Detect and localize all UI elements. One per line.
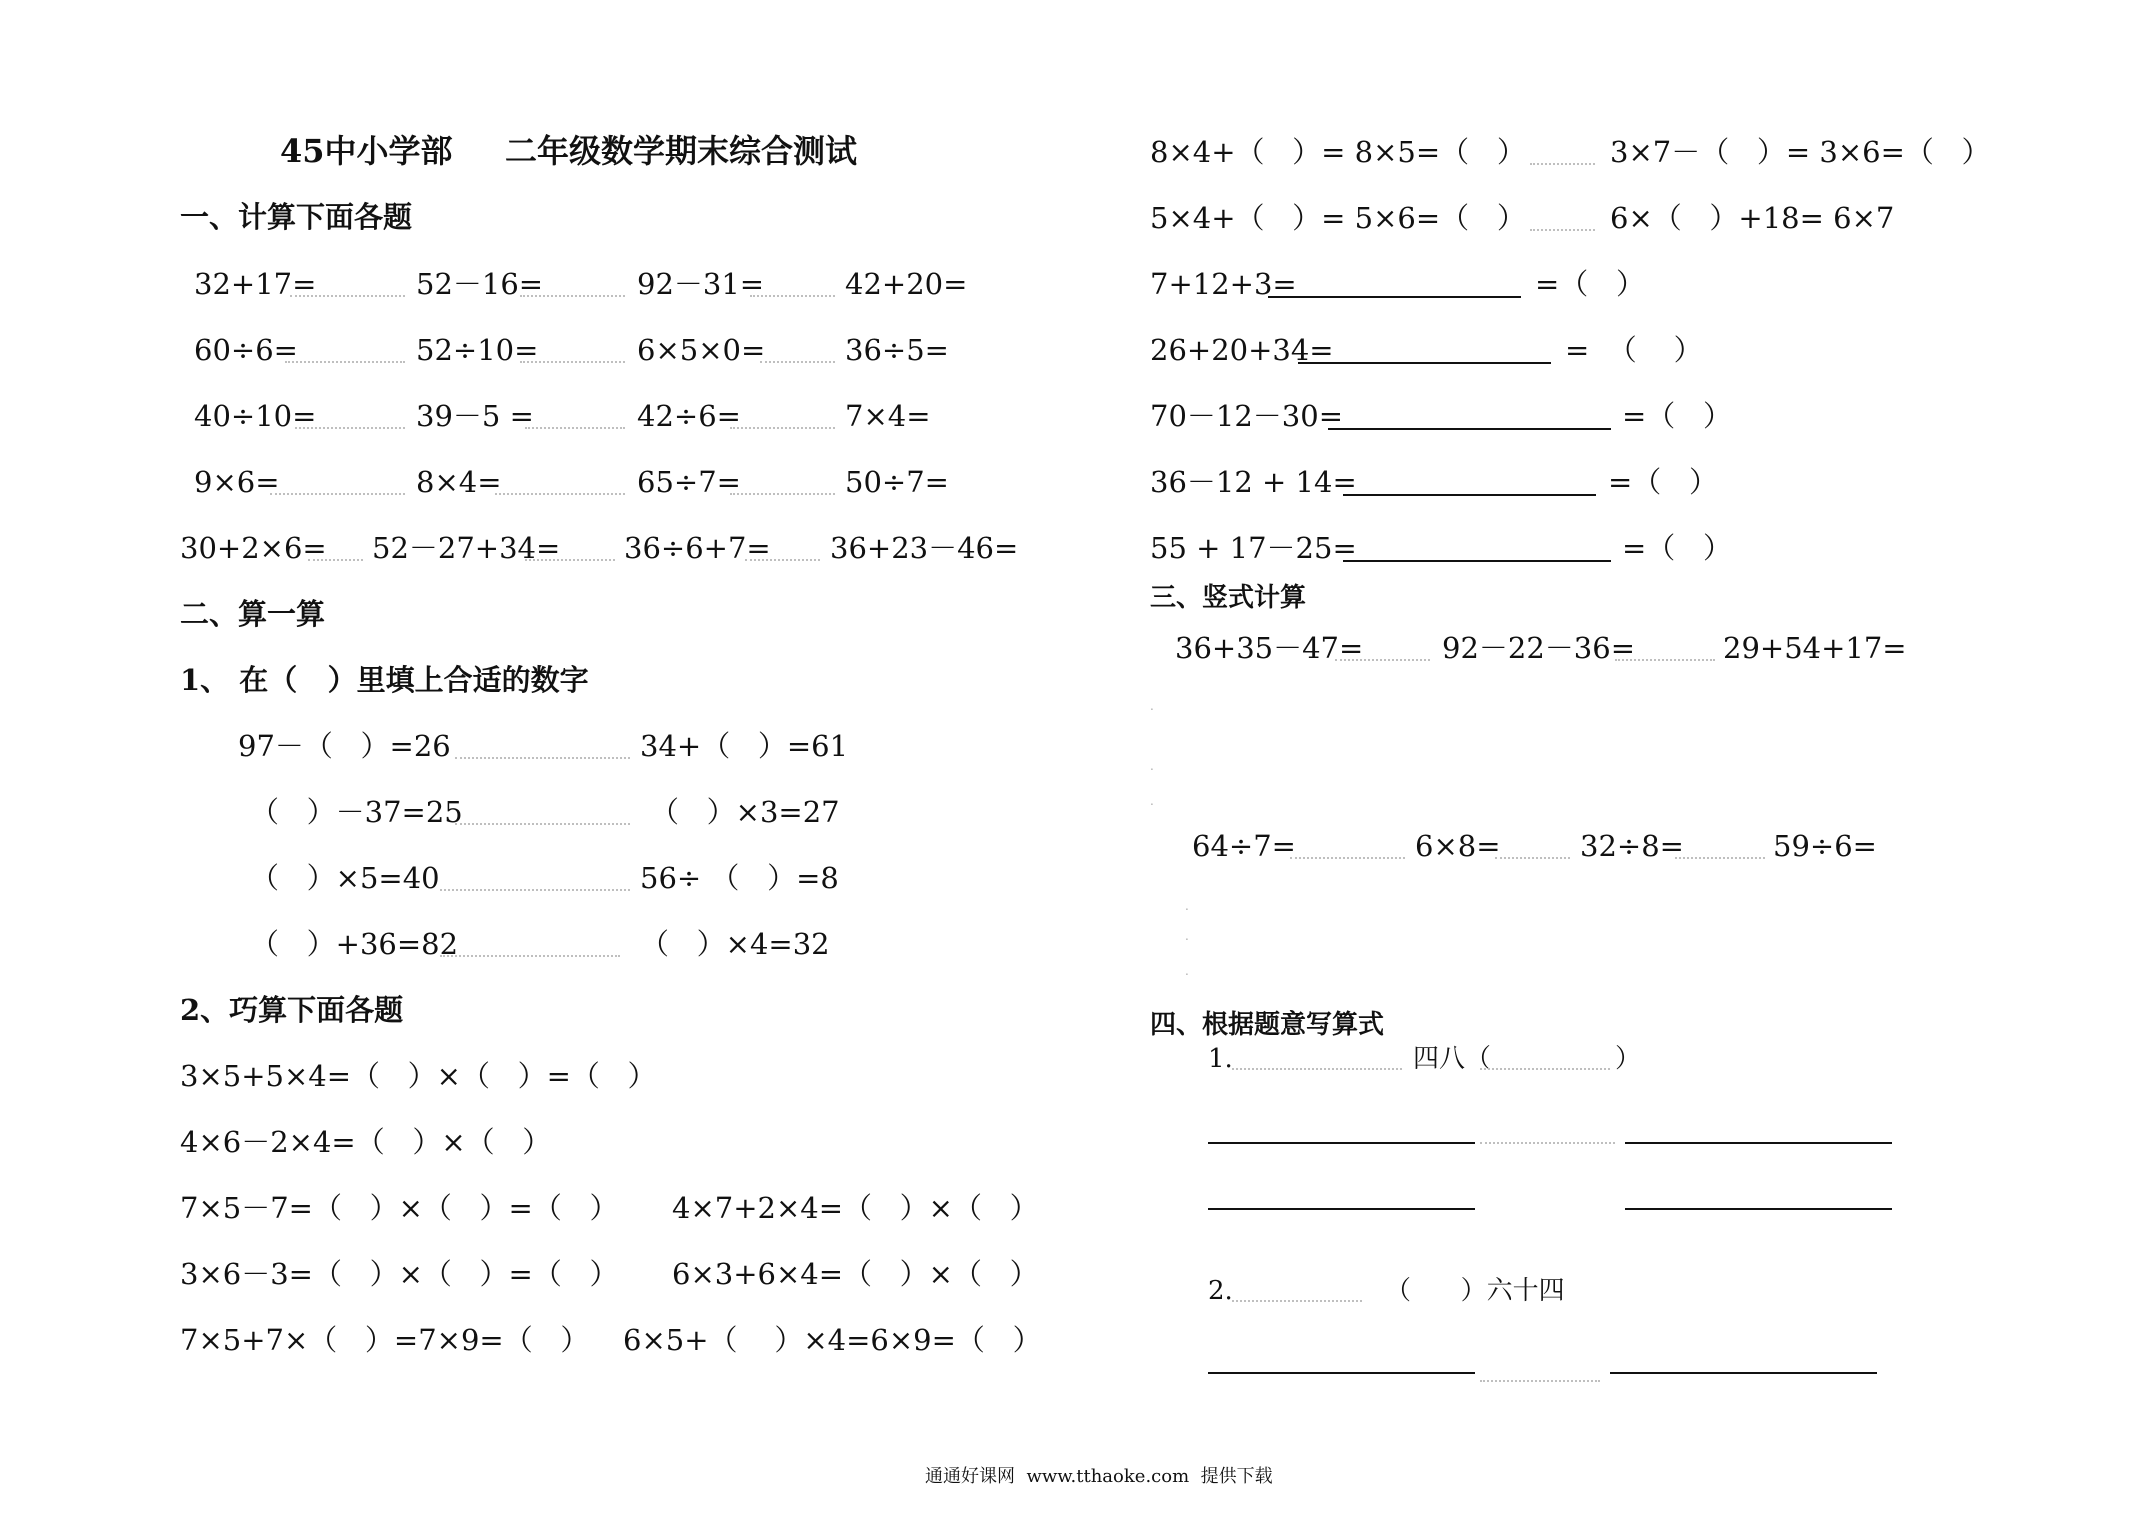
dotted-leader: [1232, 1068, 1402, 1070]
margin-mark: .: [1185, 899, 1189, 913]
section1-heading: 一、计算下面各题: [180, 200, 413, 234]
calc-item: 50÷7=: [845, 465, 949, 499]
dotted-leader: [1675, 857, 1765, 859]
answer-line: [1625, 1142, 1892, 1144]
fill-item: （ ）×3=27: [650, 795, 840, 829]
margin-mark: .: [1185, 964, 1189, 978]
dotted-leader: [1615, 659, 1715, 661]
part1-heading: 1、 在（ ）里填上合适的数字: [180, 663, 589, 697]
calc-item: 52÷10=: [416, 333, 539, 367]
answer-line: [1343, 494, 1596, 496]
dotted-leader: [525, 427, 625, 429]
school-name: 45中小学部: [280, 132, 453, 170]
dotted-leader: [1530, 163, 1595, 165]
dotted-leader: [440, 955, 620, 957]
answer-line: [1208, 1142, 1475, 1144]
calc-item: 65÷7=: [637, 465, 741, 499]
smart-calc-item: 6×3+6×4=（ ）×（ ）: [672, 1257, 1039, 1291]
vertical-calc-item: 92－22－36=: [1442, 631, 1636, 665]
dotted-leader: [1530, 229, 1595, 231]
smart-calc-item: 7×5－7=（ ）×（ ）=（ ）: [180, 1191, 619, 1225]
answer-line: [1208, 1208, 1475, 1210]
fill-item: （ ）×5=40: [250, 861, 440, 895]
calc-item: 42+20=: [845, 267, 968, 301]
question-text: （ ）六十四: [1385, 1276, 1565, 1306]
smart-calc-item: 3×6－3=（ ）×（ ）=（ ）: [180, 1257, 619, 1291]
calc-item: 52－16=: [416, 267, 544, 301]
answer-line: [1268, 296, 1521, 298]
dotted-leader: [745, 559, 820, 561]
dotted-leader: [1290, 857, 1405, 859]
fill-item: 3×7－（ ）= 3×6=（ ）: [1610, 135, 1991, 169]
dotted-leader: [1480, 1142, 1615, 1144]
footer-source: 通通好课网 www.tthaoke.com 提供下载: [925, 1466, 1273, 1487]
dotted-leader: [1480, 1380, 1600, 1382]
calc-item: 52－27+34=: [372, 531, 561, 565]
dotted-leader: [285, 361, 405, 363]
dotted-leader: [290, 295, 405, 297]
smart-calc-item: 7×5+7×（ ）=7×9=（ ）: [180, 1323, 590, 1357]
dotted-leader: [270, 493, 405, 495]
margin-mark: .: [1150, 759, 1154, 773]
calc-item: 92－31=: [637, 267, 765, 301]
calc-item: 6×5×0=: [637, 333, 766, 367]
dotted-leader: [730, 493, 835, 495]
calc-item: 7×4=: [845, 399, 931, 433]
dotted-leader: [750, 295, 835, 297]
vertical-calc-item: 32÷8=: [1580, 829, 1684, 863]
vertical-calc-item: 29+54+17=: [1723, 631, 1907, 665]
calc-item: 30+2×6=: [180, 531, 327, 565]
margin-mark: .: [1150, 794, 1154, 808]
fill-item: 97－（ ）=26: [238, 729, 451, 763]
calc-item: 60÷6=: [194, 333, 298, 367]
fill-expr: 26+20+34=: [1150, 333, 1334, 367]
smart-calc-item: 4×7+2×4=（ ）×（ ）: [672, 1191, 1039, 1225]
dotted-leader: [525, 559, 615, 561]
question-text: 四八（: [1413, 1044, 1492, 1074]
smart-calc-item: 6×5+（ ）×4=6×9=（ ）: [623, 1323, 1042, 1357]
vertical-calc-item: 59÷6=: [1773, 829, 1877, 863]
dotted-leader: [520, 361, 625, 363]
fill-item: （ ）×4=32: [640, 927, 830, 961]
vertical-calc-item: 36+35－47=: [1175, 631, 1364, 665]
calc-item: 8×4=: [416, 465, 502, 499]
page-title: 二年级数学期末综合测试: [505, 132, 858, 170]
smart-calc-item: 3×5+5×4=（ ）×（ ）=（ ）: [180, 1059, 657, 1093]
answer-line: [1625, 1208, 1892, 1210]
calc-item: 36÷6+7=: [624, 531, 771, 565]
dotted-leader: [1335, 659, 1430, 661]
answer-line: [1298, 362, 1551, 364]
fill-expr: 36－12 + 14=: [1150, 465, 1357, 499]
dotted-leader: [1232, 1300, 1362, 1302]
calc-item: 32+17=: [194, 267, 317, 301]
dotted-leader: [308, 559, 363, 561]
dotted-leader: [495, 493, 625, 495]
fill-item: 5×4+（ ）= 5×6=（ ）: [1150, 201, 1526, 235]
fill-result: =（ ）: [1622, 399, 1732, 433]
question-text-close: ）: [1615, 1044, 1642, 1074]
dotted-leader: [1495, 857, 1570, 859]
fill-item: 56÷ （ ）=8: [640, 861, 839, 895]
dotted-leader: [295, 427, 405, 429]
dotted-leader: [1480, 1068, 1610, 1070]
fill-expr: 7+12+3=: [1150, 267, 1297, 301]
section2-heading: 二、算一算: [180, 597, 326, 631]
fill-item: 6×（ ）+18= 6×7: [1610, 201, 1895, 235]
calc-item: 39－5 =: [416, 399, 534, 433]
answer-line: [1208, 1372, 1475, 1374]
dotted-leader: [455, 757, 630, 759]
question-number: 1.: [1208, 1044, 1233, 1074]
fill-result: =（ ）: [1622, 531, 1732, 565]
answer-line: [1328, 428, 1611, 430]
section4-heading: 四、根据题意写算式: [1150, 1010, 1385, 1040]
margin-mark: .: [1150, 699, 1154, 713]
vertical-calc-item: 6×8=: [1415, 829, 1501, 863]
fill-item: 8×4+（ ）= 8×5=（ ）: [1150, 135, 1526, 169]
dotted-leader: [455, 823, 630, 825]
dotted-leader: [520, 295, 625, 297]
fill-result: =（ ）: [1608, 465, 1718, 499]
part2-heading: 2、巧算下面各题: [180, 993, 404, 1027]
dotted-leader: [440, 889, 630, 891]
fill-result: =（ ）: [1535, 267, 1645, 301]
dotted-leader: [760, 361, 835, 363]
calc-item: 42÷6=: [637, 399, 741, 433]
vertical-calc-item: 64÷7=: [1192, 829, 1296, 863]
section3-heading: 三、竖式计算: [1150, 583, 1307, 613]
fill-expr: 70－12－30=: [1150, 399, 1344, 433]
calc-item: 36+23－46=: [830, 531, 1019, 565]
fill-result: = （ ）: [1565, 333, 1703, 367]
calc-item: 40÷10=: [194, 399, 317, 433]
smart-calc-item: 4×6－2×4=（ ）×（ ）: [180, 1125, 552, 1159]
calc-item: 9×6=: [194, 465, 280, 499]
fill-item: （ ）+36=82: [250, 927, 459, 961]
dotted-leader: [730, 427, 835, 429]
fill-expr: 55 + 17－25=: [1150, 531, 1357, 565]
fill-item: 34+（ ）=61: [640, 729, 849, 763]
answer-line: [1343, 560, 1611, 562]
question-number: 2.: [1208, 1276, 1233, 1306]
answer-line: [1610, 1372, 1877, 1374]
calc-item: 36÷5=: [845, 333, 949, 367]
margin-mark: .: [1185, 929, 1189, 943]
fill-item: （ ）－37=25: [250, 795, 463, 829]
